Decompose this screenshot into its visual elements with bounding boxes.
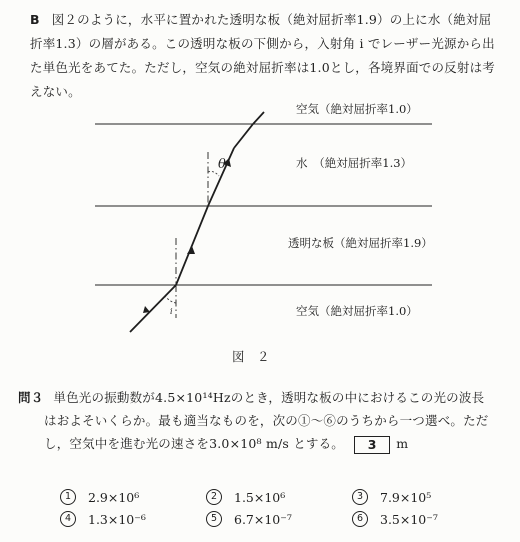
answer-unit: m	[396, 436, 409, 451]
question-text: 単色光の振動数が4.5×10¹⁴Hzのとき，透明な板の中におけるこの光の波長はおよそいくらか。最も適当なものを，次の①～⑥のうちから一つ選べ。ただし，空気中を進む光の速さを3.0×10⁸ m/s とする。	[44, 390, 489, 451]
theta-label: θ	[218, 157, 226, 172]
choice-number: 4	[60, 511, 76, 527]
choice-number: 5	[206, 511, 222, 527]
figure-caption: 図 ２	[232, 349, 270, 364]
question-3	[18, 386, 494, 455]
choice-number: 3	[352, 489, 368, 505]
layer-label-air-top: 空気（絶対屈折率1.0）	[296, 102, 418, 116]
ray-exit	[253, 112, 264, 124]
choice-number: 2	[206, 489, 222, 505]
choice-6[interactable]	[352, 511, 498, 527]
layer-label-plate: 透明な板（絶対屈折率1.9）	[288, 236, 433, 250]
choice-row	[60, 486, 500, 508]
choice-3[interactable]	[352, 489, 498, 505]
choice-value: 1.3×10⁻⁶	[88, 511, 146, 527]
choice-2[interactable]	[206, 489, 352, 505]
choice-4[interactable]	[60, 511, 206, 527]
choice-value: 1.5×10⁶	[234, 489, 286, 505]
theta-arc	[208, 172, 219, 177]
answer-choices	[60, 486, 500, 530]
choice-number: 1	[60, 489, 76, 505]
part-label: B	[30, 12, 40, 27]
ray-in-top-air	[234, 124, 253, 148]
answer-box[interactable]: 3	[354, 436, 390, 454]
ray-arrow-air	[143, 306, 150, 313]
part-b-text: 図２のように，水平に置かれた透明な板（絶対屈折率1.9）の上に水（絶対屈折率1.3）の層がある。この透明な板の下側から，入射角 i でレーザー光源から出た単色光をあてた。ただし，空気の絶対屈折率は1.0とし，各境界面での反射は考えない。	[30, 12, 495, 99]
choice-number: 6	[352, 511, 368, 527]
layer-label-air-bottom: 空気（絶対屈折率1.0）	[296, 304, 418, 318]
question-label: 問３	[18, 390, 44, 405]
choice-row	[60, 508, 500, 530]
choice-value: 7.9×10⁵	[380, 489, 432, 505]
layer-label-water: 水 （絶対屈折率1.3）	[296, 156, 413, 170]
choice-1[interactable]	[60, 489, 206, 505]
incidence-label: i	[170, 307, 173, 316]
ray-in-plate	[176, 206, 208, 285]
choice-value: 2.9×10⁶	[88, 489, 140, 505]
choice-value: 6.7×10⁻⁷	[234, 511, 292, 527]
choice-5[interactable]	[206, 511, 352, 527]
incidence-arc	[165, 296, 176, 303]
choice-value: 3.5×10⁻⁷	[380, 511, 438, 527]
